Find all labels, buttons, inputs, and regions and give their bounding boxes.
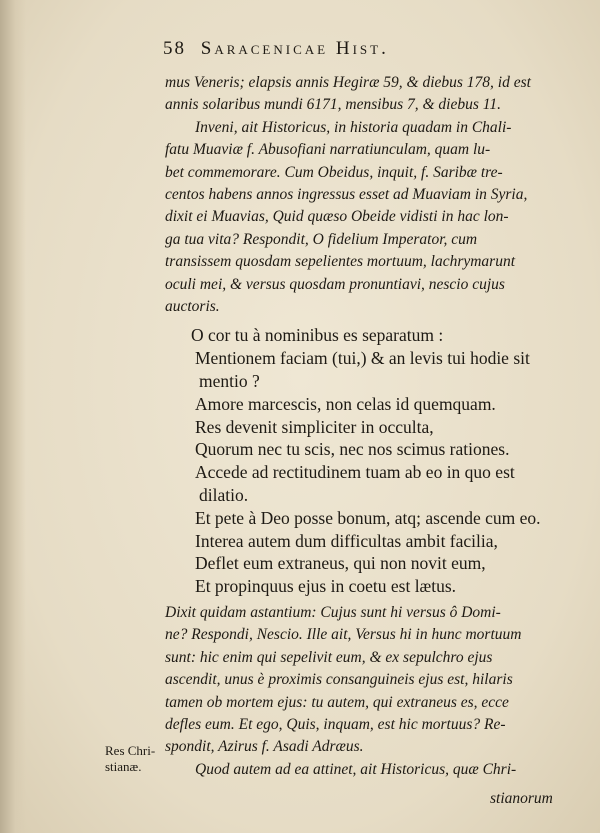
text-line: annis solaribus mundi 6171, mensibus 7, & diebus 11. xyxy=(165,96,501,114)
text-line: sunt: hic enim qui sepelivit eum, & ex sepulchro ejus xyxy=(165,648,493,666)
page-gutter-shadow xyxy=(0,0,26,833)
marginal-note xyxy=(105,743,165,775)
page-number: 58 xyxy=(163,38,186,59)
text-line: Inveni, ait Historicus, in historia quadam in Chali- xyxy=(195,118,512,136)
text-body xyxy=(165,72,595,781)
text-line: mus Veneris; elapsis annis Hegiræ 59, & diebus 178, id est xyxy=(165,74,531,91)
prose-paragraph-3 xyxy=(165,602,595,759)
page-header xyxy=(163,38,540,60)
verse-line: O cor tu à nominibus es separatum : xyxy=(191,325,444,346)
prose-paragraph-4 xyxy=(165,759,595,781)
marginal-note-line: stianæ. xyxy=(105,759,142,774)
text-line: dixit ei Muavias, Quid quæso Obeide vidisti in hac lon- xyxy=(165,208,509,226)
verse-line: Quorum nec tu scis, nec nos scimus rationes. xyxy=(195,439,510,460)
verse-block xyxy=(165,324,595,598)
verse-line-continuation: mentio ? xyxy=(199,371,260,392)
verse-line: Accede ad rectitudinem tuam ab eo in quo est xyxy=(195,462,515,483)
verse-line: Amore marcescis, non celas id quemquam. xyxy=(195,393,496,414)
text-line: ascendit, unus è proximis consanguineis ejus est, hilaris xyxy=(165,671,513,689)
text-line: Quod autem ad ea attinet, ait Historicus, quæ Chri- xyxy=(195,760,517,778)
verse-line: Interea autem dum difficultas ambit facilia, xyxy=(195,530,498,551)
verse-line: Et propinquus ejus in coetu est lætus. xyxy=(195,576,457,597)
verse-line: Et pete à Deo posse bonum, atq; ascende cum eo. xyxy=(195,507,541,528)
verse-line-continuation: dilatio. xyxy=(199,485,249,506)
text-line: fatu Muaviæ f. Abusofiani narratiunculam, quam lu- xyxy=(165,141,491,159)
prose-paragraph-2 xyxy=(165,117,595,319)
text-line: centos habens annos ingressus esset ad Muaviam in Syria, xyxy=(165,186,528,204)
text-line: transissem quosdam sepelientes mortuum, lachrymarunt xyxy=(165,253,516,271)
text-line: bet commemorare. Cum Obeidus, inquit, f. Saribæ tre- xyxy=(165,163,503,181)
text-line: ne? Respondi, Nescio. Ille ait, Versus hi in hunc mortuum xyxy=(165,626,522,644)
text-line: defles eum. Et ego, Quis, inquam, est hic mortuus? Re- xyxy=(165,716,506,734)
verse-line: Deflet eum extraneus, qui non novit eum, xyxy=(195,553,486,574)
text-line: Dixit quidam astantium: Cujus sunt hi versus ô Domi- xyxy=(165,604,501,622)
verse-line: Res devenit simpliciter in occulta, xyxy=(195,416,434,437)
text-line: auctoris. xyxy=(165,298,220,316)
catchword: stianorum xyxy=(490,790,553,807)
prose-paragraph-1 xyxy=(165,72,595,117)
running-title: Saracenicae Hist. xyxy=(200,38,389,59)
text-line: ga tua vita? Respondit, O fidelium Imperator, cum xyxy=(165,230,478,248)
verse-line: Mentionem faciam (tui,) & an levis tui hodie sit xyxy=(195,348,530,369)
text-line: tamen ob mortem ejus: tu autem, qui extraneus es, ecce xyxy=(165,693,509,711)
text-line: oculi mei, & versus quosdam pronuntiavi, nescio cujus xyxy=(165,275,505,293)
marginal-note-line: Res Chri- xyxy=(105,743,156,758)
text-line: spondit, Azirus f. Asadi Adræus. xyxy=(165,738,364,756)
